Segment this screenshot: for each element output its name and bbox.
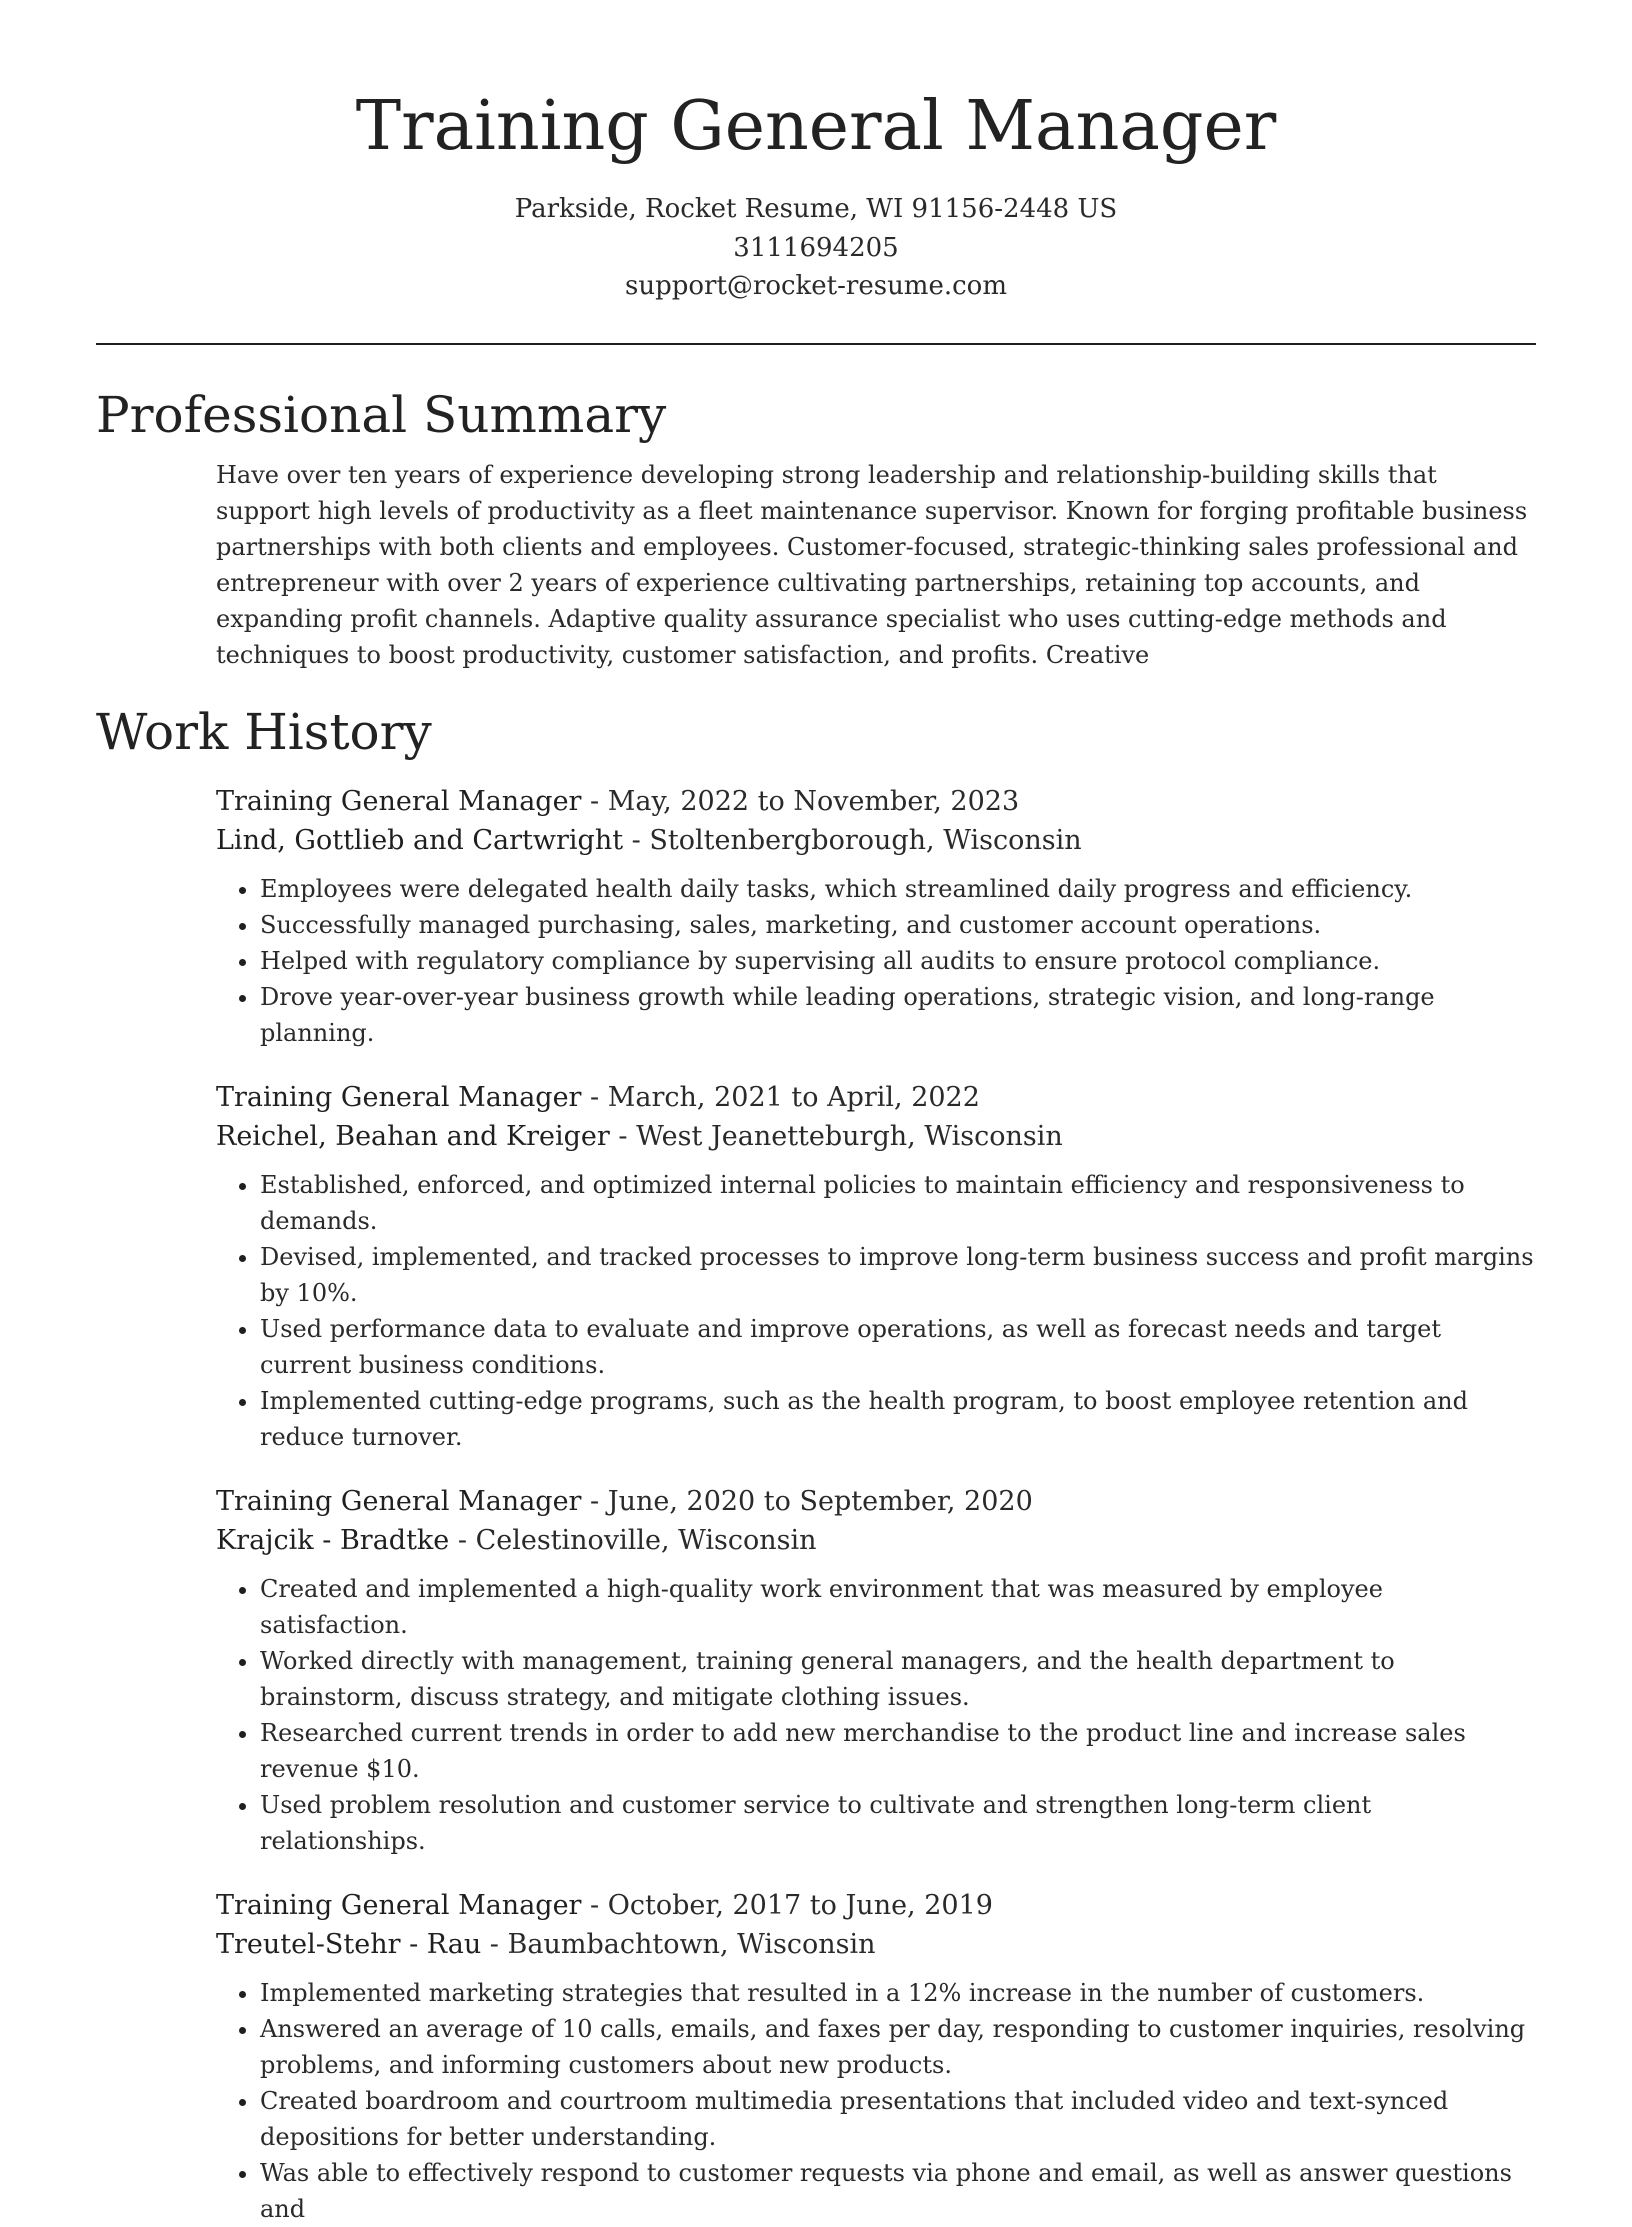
job-entry [216, 1078, 1536, 1455]
contact-block [96, 190, 1536, 306]
job-company-line: Reichel, Beahan and Kreiger - West Jeanetteburgh, Wisconsin [216, 1120, 1063, 1152]
job-title: Training General Manager [216, 1485, 582, 1517]
job-bullet: • Created and implemented a high-quality work environment that was measured by employee satisfaction. [260, 1571, 1536, 1643]
job-title-line: Training General Manager - May, 2022 to November, 2023 [216, 785, 1020, 817]
job-bullet: • Researched current trends in order to add new merchandise to the product line and increase sales revenue $10. [260, 1715, 1536, 1787]
job-bullet: • Created boardroom and courtroom multimedia presentations that included video and text-synced depositions for better understanding. [260, 2083, 1536, 2155]
job-bullet: • Answered an average of 10 calls, emails, and faxes per day, responding to customer inquiries, resolving problems, and informing customers about new products. [260, 2011, 1536, 2083]
job-bullet: • Successfully managed purchasing, sales, marketing, and customer account operations. [260, 907, 1536, 943]
contact-phone: 3111694205 [733, 232, 899, 263]
job-bullet: • Used problem resolution and customer service to cultivate and strengthen long-term client relationships. [260, 1787, 1536, 1859]
job-dates: May, 2022 to November, 2023 [607, 785, 1020, 817]
job-list [216, 782, 1536, 2227]
job-bullets [216, 1167, 1536, 1455]
job-company: Treutel-Stehr - Rau [216, 1928, 482, 1960]
job-company: Reichel, Beahan and Kreiger [216, 1120, 610, 1152]
job-company-line: Lind, Gottlieb and Cartwright - Stoltenbergborough, Wisconsin [216, 824, 1082, 856]
job-entry [216, 1886, 1536, 2227]
job-bullet: • Established, enforced, and optimized internal policies to maintain efficiency and responsiveness to demands. [260, 1167, 1536, 1239]
job-entry [216, 1482, 1536, 1859]
job-bullet: • Implemented marketing strategies that resulted in a 12% increase in the number of customers. [260, 1975, 1536, 2011]
job-bullet: • Drove year-over-year business growth while leading operations, strategic vision, and long-range planning. [260, 979, 1536, 1051]
contact-email: support@rocket-resume.com [624, 271, 1007, 301]
job-bullet: • Helped with regulatory compliance by supervising all audits to ensure protocol compliance. [260, 943, 1536, 979]
contact-address: Parkside, Rocket Resume, WI 91156-2448 US [514, 194, 1118, 224]
summary-paragraph: Have over ten years of experience developing strong leadership and relationship-building skills that support high levels of productivity as a fleet maintenance supervisor. Known for forging profitable business partnerships with both clients and employees. Customer-focused, strategic-thinking sales professional and entrepreneur with over 2 years of experience cultivating partnerships, retaining top accounts, and expanding profit channels. Adaptive quality assurance specialist who uses cutting-edge methods and techniques to boost productivity, customer satisfaction, and profits. Creative [216, 460, 1528, 669]
job-title: Training General Manager [216, 785, 582, 817]
work-history-heading: Work History [96, 702, 432, 761]
job-location: Stoltenbergborough, Wisconsin [649, 824, 1082, 856]
job-bullet: • Devised, implemented, and tracked processes to improve long-term business success and profit margins by 10%. [260, 1239, 1536, 1311]
job-company: Lind, Gottlieb and Cartwright [216, 824, 624, 856]
job-title-line: Training General Manager - October, 2017 to June, 2019 [216, 1889, 993, 1921]
job-dates: June, 2020 to September, 2020 [607, 1485, 1033, 1517]
job-bullets [216, 871, 1536, 1051]
job-company: Krajcik - Bradtke [216, 1524, 450, 1556]
job-bullet: • Implemented cutting-edge programs, such as the health program, to boost employee retention and reduce turnover. [260, 1383, 1536, 1455]
job-title: Training General Manager [216, 1889, 582, 1921]
job-title: Training General Manager [216, 1081, 582, 1113]
resume-header [96, 0, 1536, 306]
job-bullet: • Used performance data to evaluate and improve operations, as well as forecast needs and target current business conditions. [260, 1311, 1536, 1383]
job-bullet: • Employees were delegated health daily tasks, which streamlined daily progress and efficiency. [260, 871, 1536, 907]
job-dates: March, 2021 to April, 2022 [607, 1081, 980, 1113]
candidate-name: Training General Manager [355, 87, 1277, 166]
job-location: Celestinoville, Wisconsin [475, 1524, 817, 1556]
resume-page [96, 0, 1536, 2227]
job-title-line: Training General Manager - June, 2020 to September, 2020 [216, 1485, 1033, 1517]
job-bullet: • Was able to effectively respond to customer requests via phone and email, as well as answer questions and [260, 2155, 1536, 2227]
header-divider [96, 343, 1536, 345]
job-location: Baumbachtown, Wisconsin [507, 1928, 876, 1960]
job-dates: October, 2017 to June, 2019 [607, 1889, 993, 1921]
job-bullets [216, 1571, 1536, 1859]
job-company-line: Treutel-Stehr - Rau - Baumbachtown, Wisconsin [216, 1928, 876, 1960]
job-bullets [216, 1975, 1536, 2227]
job-title-line: Training General Manager - March, 2021 to April, 2022 [216, 1081, 980, 1113]
job-company-line: Krajcik - Bradtke - Celestinoville, Wisconsin [216, 1524, 817, 1556]
job-entry [216, 782, 1536, 1051]
job-bullet: • Worked directly with management, training general managers, and the health department to brainstorm, discuss strategy, and mitigate clothing issues. [260, 1643, 1536, 1715]
job-location: West Jeanetteburgh, Wisconsin [636, 1120, 1063, 1152]
summary-heading: Professional Summary [96, 385, 667, 444]
